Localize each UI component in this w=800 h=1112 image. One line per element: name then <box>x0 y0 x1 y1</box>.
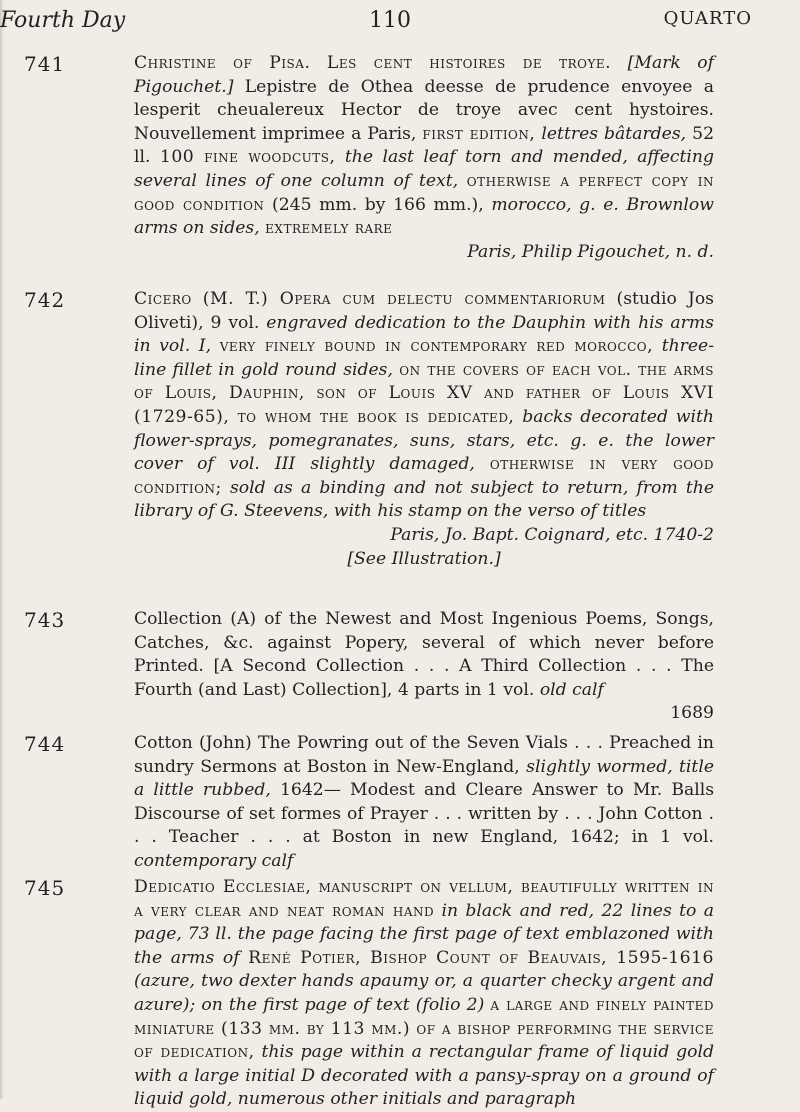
header-format: QUARTO <box>663 8 752 29</box>
lot-description <box>134 52 714 264</box>
lot-description <box>134 876 714 1112</box>
lot-condition: otherwise a perfect copy in good condition <box>134 170 715 215</box>
lot-note: in black and red, 22 lines to a page, 73 ll. the page facing the first page of text emblazoned with the arms of <box>134 900 715 968</box>
lot-see-illustration: [See Illustration.] <box>347 548 501 569</box>
lot-owner: René Potier, Bishop Count of Beauvais, 1595-1616 <box>248 947 714 968</box>
lot-text: (studio Jos Oliveti), 9 vol. <box>134 289 714 333</box>
lot-note: (azure, two dexter hands apaumy or, a quarter checky argent and azure); on the first page of text (folio 2) <box>134 971 714 1015</box>
lot-note: sold as a binding and not subject to return, from the library of G. Steevens, with his stamp on the verso of titles <box>134 477 714 522</box>
lot-note: backs decorated with flower-sprays, pomegranates, suns, stars, etc. g. e. the lower cover of vol. III slightly damaged, <box>134 406 714 475</box>
lot-condition: otherwise in very good condition; <box>134 454 715 498</box>
lot-note: engraved dedication to the Dauphin with his arms in vol. I, <box>134 312 715 357</box>
lot-title: Les cent histoires de troye. <box>326 53 612 73</box>
lot-woodcuts: 100 fine woodcuts, <box>159 147 336 168</box>
lot-edition: first edition, <box>422 123 536 144</box>
lot-imprint: Paris, Philip Pigouchet, n. d. <box>467 241 714 262</box>
lot-size: (245 mm. by 166 mm.), <box>272 194 484 215</box>
lot-description <box>134 608 714 726</box>
lot-binding: very finely bound in contemporary red morocco, <box>219 336 654 357</box>
lot-title: (M. T.) Opera cum delectu commentariorum <box>202 289 606 309</box>
lot-bracket-note: [Mark of Pigouchet.] <box>134 53 715 97</box>
lot-number: 741 <box>24 52 66 76</box>
lot-text: Collection (A) of the Newest and Most Ingenious Poems, Songs, Catches, &c. against Popery, several of which never before Printed. [A Second Collection . . . A Third Collection . . . The Fourth (and Last) Collection], 4 parts in 1 vol. <box>134 609 714 700</box>
lot-note: slightly wormed, title a little rubbed, <box>134 756 714 801</box>
lot-manuscript: manuscript on vellum, beautifully written in a very clear and neat roman hand <box>134 877 714 921</box>
page-edge-shadow <box>0 0 4 1099</box>
page-number: 110 <box>369 8 411 33</box>
lot-arms: on the covers of each vol. the arms of Louis, Dauphin, son of Louis XV and father of Louis XVI (1729-65), to whom the book is dedicated, <box>134 359 715 427</box>
lot-note: the last leaf torn and mended, affecting several lines of one column of text, <box>134 147 714 191</box>
lot-author: Christine of Pisa. <box>134 53 311 73</box>
lot-note: lettres bâtardes, <box>541 123 687 144</box>
lot-description <box>134 288 714 571</box>
lot-note: this page within a rectangular frame of liquid gold with a large initial D decorated with a pansy-spray on a ground of liquid gold, numerous other initials and paragraph <box>134 1042 715 1110</box>
lot-number: 744 <box>24 732 66 756</box>
lot-text: Lepistre de Othea deesse de prudence envoyee a lesperit cheualereux Hector de troye avec cent hystoires. Nouvellement imprimee a Paris, <box>134 76 714 144</box>
lot-year: 1689 <box>670 703 714 724</box>
lot-note: three-line fillet in gold round sides, <box>134 336 715 380</box>
lot-number: 743 <box>24 608 66 632</box>
lot-binding: contemporary calf <box>134 850 294 871</box>
lot-binding: morocco, g. e. Brownlow arms on sides, <box>134 194 714 239</box>
lot-rarity: extremely rare <box>265 218 393 239</box>
lot-number: 745 <box>24 876 66 900</box>
lot-text: 1642— Modest and Cleare Answer to Mr. Balls Discourse of set formes of Prayer . . . written by . . . John Cotton . . . Teacher . . . at Boston in new England, 1642; in 1 vol. <box>134 780 715 848</box>
lot-text: Cotton (John) The Powring out of the Seven Vials . . . Preached in sundry Sermons at Boston in New-England, <box>134 733 714 777</box>
lot-binding: old calf <box>539 679 604 700</box>
lot-author: Cicero <box>134 289 192 309</box>
lot-leaves: 52 ll. <box>134 123 715 168</box>
header-day: Fourth Day <box>0 8 126 33</box>
lot-imprint: Paris, Jo. Bapt. Coignard, etc. 1740-2 <box>390 524 714 545</box>
lot-title: Dedicatio Ecclesiae, <box>134 877 312 897</box>
lot-miniature: a large and finely painted miniature (133 mm. by 113 mm.) of a bishop performing the service of dedication, <box>134 994 714 1063</box>
lot-description <box>134 732 714 874</box>
lot-number: 742 <box>24 288 66 312</box>
running-header <box>0 8 800 36</box>
